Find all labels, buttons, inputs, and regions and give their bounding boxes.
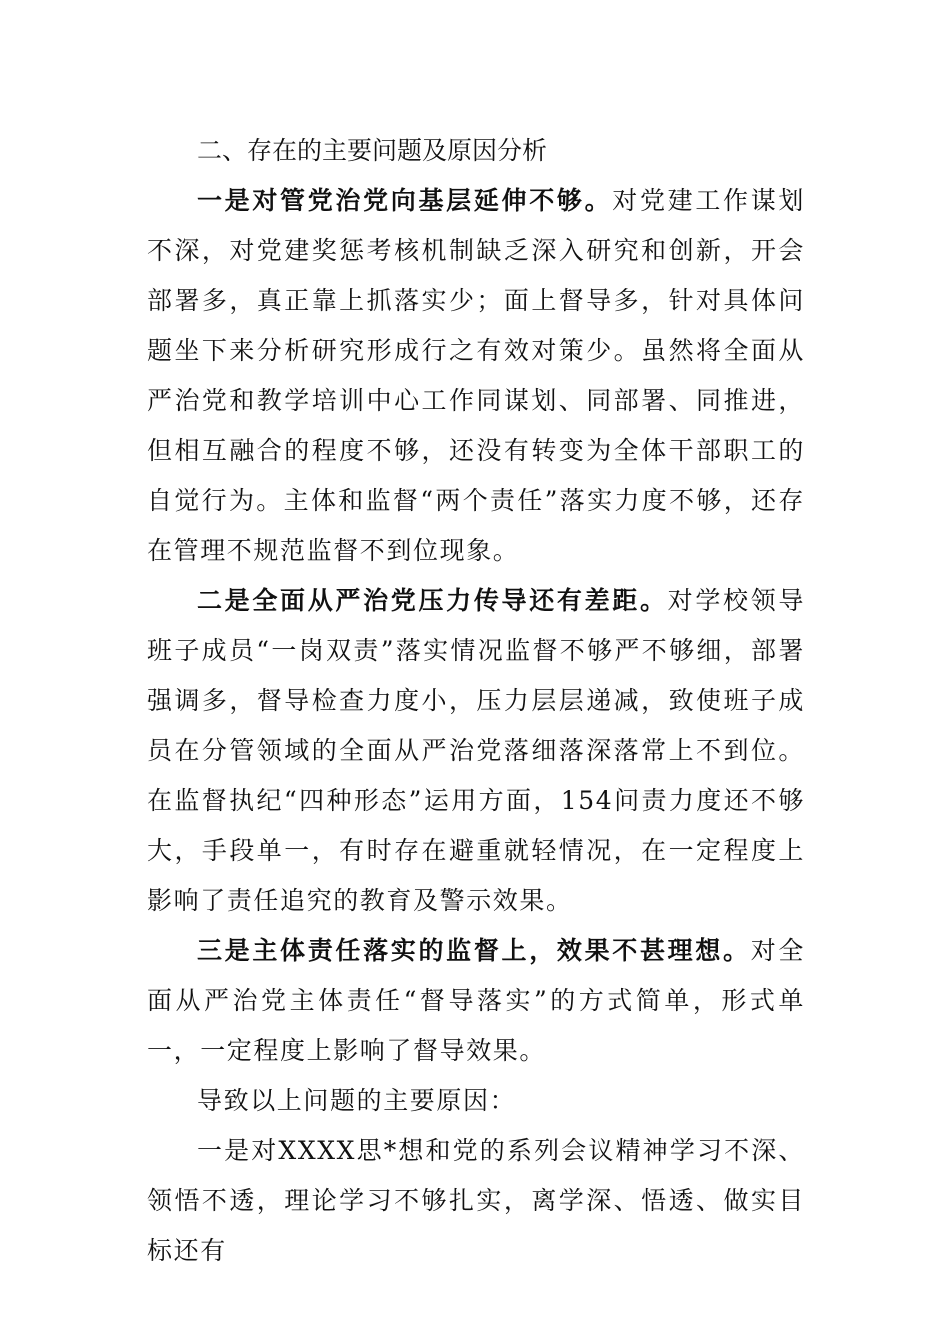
document-page [147, 126, 805, 1276]
paragraph-4-text: 导致以上问题的主要原因： [197, 1086, 517, 1115]
paragraph-2-lead: 二是全面从严治党压力传导还有差距。 [197, 586, 668, 615]
paragraph-5 [147, 1126, 805, 1276]
paragraph-1-text: 对党建工作谋划不深，对党建奖惩考核机制缺乏深入研究和创新，开会部署多，真正靠上抓落实少；面上督导多，针对具体问题坐下来分析研究形成行之有效对策少。虽然将全面从严治党和教学培训中心工作同谋划、同部署、同推进，但相互融合的程度不够，还没有转变为全体干部职工的自觉行为。主体和监督“两个责任”落实力度不够，还存在管理不规范监督不到位现象。 [147, 186, 805, 565]
paragraph-4 [147, 1076, 805, 1126]
paragraph-5-text: 一是对XXXX思*想和党的系列会议精神学习不深、领悟不透，理论学习不够扎实，离学深、悟透、做实目标还有 [147, 1136, 805, 1265]
paragraph-3-lead: 三是主体责任落实的监督上，效果不甚理想。 [197, 936, 751, 965]
paragraph-3-text: 对全面从严治党主体责任“督导落实”的方式简单，形式单一，一定程度上影响了督导效果。 [147, 936, 805, 1065]
paragraph-2 [147, 576, 805, 926]
paragraph-2-text: 对学校领导班子成员“一岗双责”落实情况监督不够严不够细，部署强调多，督导检查力度小，压力层层递减，致使班子成员在分管领域的全面从严治党落细落深落常上不到位。在监督执纪“四种形态”运用方面，154问责力度还不够大，手段单一，有时存在避重就轻情况，在一定程度上影响了责任追究的教育及警示效果。 [147, 586, 805, 915]
section-heading: 二、存在的主要问题及原因分析 [197, 136, 548, 165]
paragraph-1-lead: 一是对管党治党向基层延伸不够。 [197, 186, 613, 215]
paragraph-1 [147, 176, 805, 576]
paragraph-3 [147, 926, 805, 1076]
